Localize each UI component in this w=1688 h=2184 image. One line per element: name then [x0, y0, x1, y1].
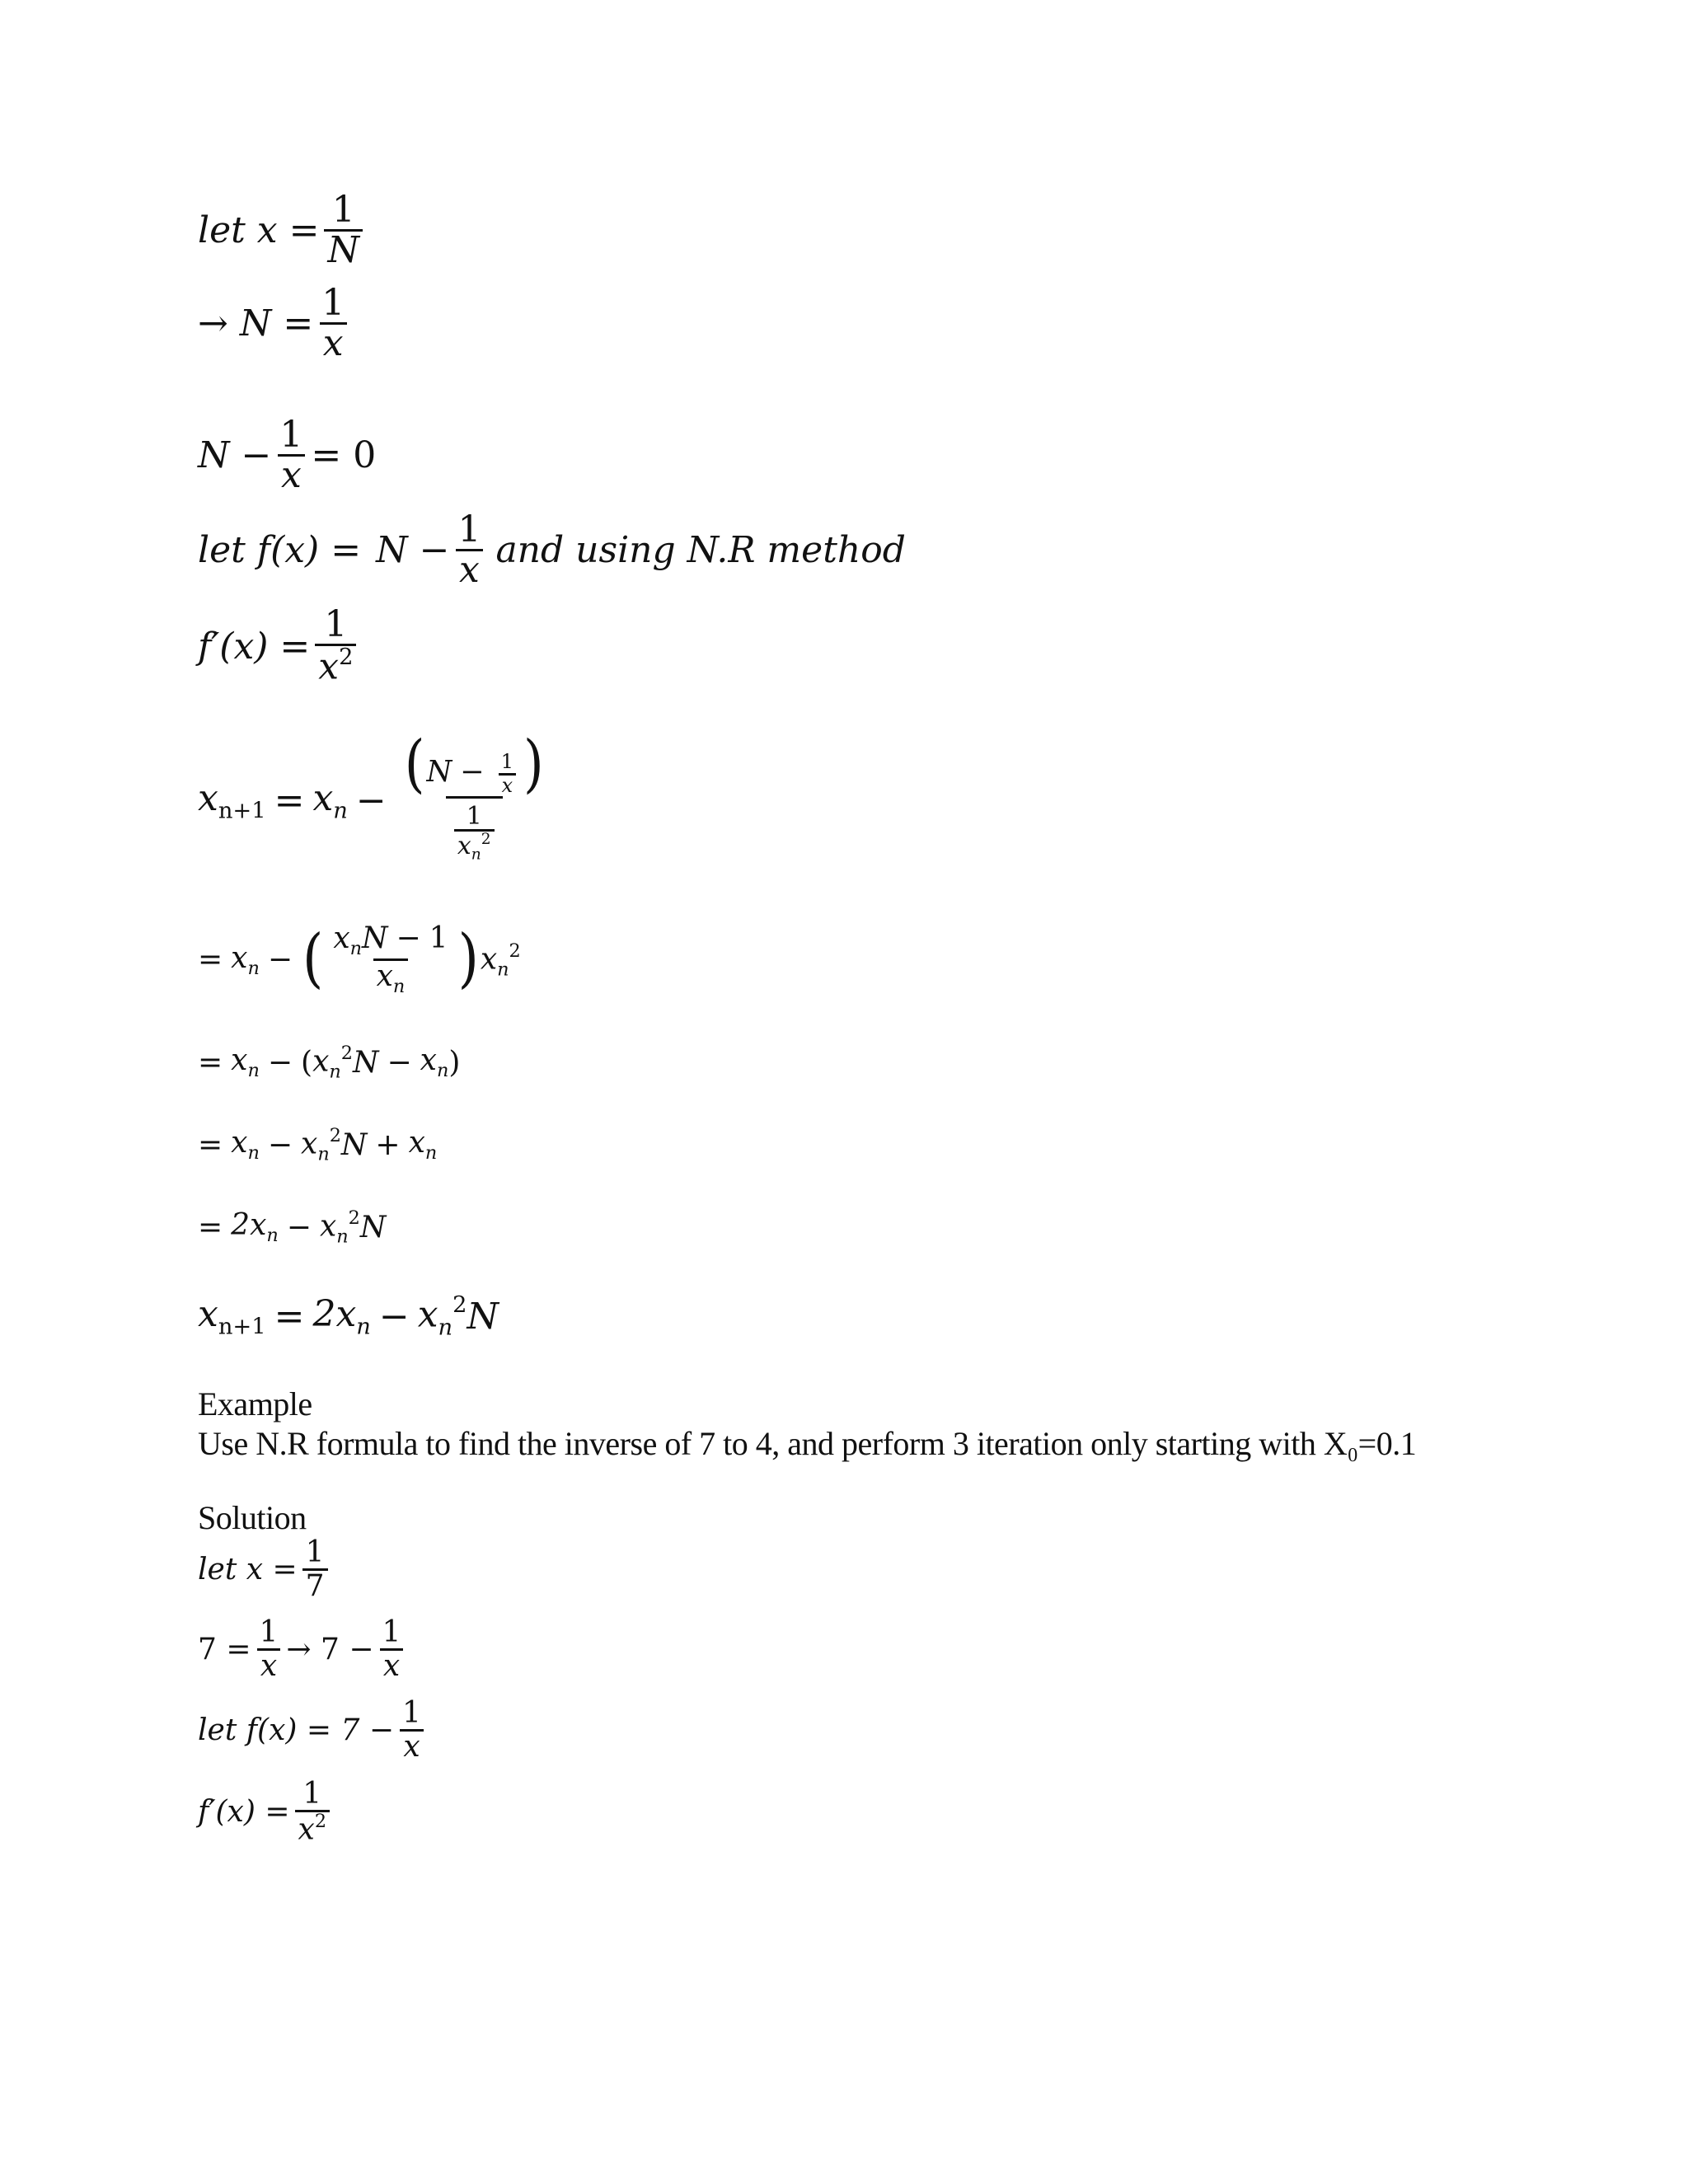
fraction: $\frac{1}{x}$: [399, 1698, 424, 1763]
eq-text: let x =: [198, 1552, 298, 1586]
fraction: $\frac{1}{N}$: [324, 191, 363, 269]
example-statement: Use N.R formula to find the inverse of 7 to 4, and perform 3 iteration only starting with X₀=0.1: [198, 1425, 1417, 1462]
eq-text: and using N.R method: [495, 529, 906, 572]
eq-text: let f(x) =: [198, 529, 362, 572]
eq-text: N −: [376, 529, 450, 572]
eq-text: let f(x) = 7 −: [198, 1713, 395, 1747]
eq-text: 7 =: [198, 1632, 251, 1666]
eq-text: = 0: [311, 434, 377, 477]
fraction: $\frac{x_nN - 1}{x_n}$: [333, 921, 448, 998]
example-heading: Example: [198, 1385, 312, 1422]
eq-text: → N =: [198, 302, 314, 345]
eq-newton-step: $x_{n+1}$ = $x_n$ − (N − $\frac{1}{x}$ ) $\frac{1}{x_n^2}$: [198, 738, 554, 863]
solution-heading: Solution: [198, 1499, 307, 1536]
big-fraction: (N − $\frac{1}{x}$ ) $\frac{1}{x_n^2}$: [404, 726, 544, 864]
fraction: $\frac{1}{x}$: [454, 511, 484, 589]
fraction: $\frac{1}{x}$: [256, 1617, 282, 1682]
eq-text: N −: [198, 434, 272, 477]
fraction: $\frac{1}{x}$: [276, 416, 306, 494]
eq-step-3: = $x_n$ − $x_n^2$ N + $x_n$: [198, 1125, 438, 1165]
eq-text: f′(x) =: [198, 1795, 290, 1830]
sol-let-x: [198, 1537, 333, 1602]
eq-N-equals: [198, 284, 353, 363]
eq-step-1: = $x_n$ − ( $\frac{x_nN - 1}{x_n}$ ) $x_n^2$: [198, 921, 521, 998]
eq-step-2: = $x_n$ − ( $x_n^2$ N − $x_n$ ): [198, 1043, 461, 1083]
fraction: $\frac{1}{x}$: [379, 1617, 405, 1682]
eq-text: → 7 −: [286, 1632, 374, 1666]
eq-final: $x_{n+1}$ = $2x_n$ − $x_n^2$ N: [198, 1292, 499, 1341]
fraction: $\frac{1}{7}$: [302, 1537, 328, 1602]
eq-let-x: [198, 189, 368, 272]
eq-f-prime: [198, 603, 361, 688]
sol-let-f: [198, 1698, 429, 1763]
fraction: $\frac{1}{x}$: [318, 284, 348, 363]
fraction: $\frac{1}{x^2}$: [295, 1779, 331, 1845]
fraction: $\frac{1}{x^2}$: [315, 606, 356, 687]
eq-text: let x =: [198, 209, 320, 252]
sol-f-prime: [198, 1779, 335, 1845]
eq-let-f: [198, 509, 906, 592]
sol-seven-eq: [198, 1617, 409, 1682]
eq-text: f′(x) =: [198, 625, 311, 668]
eq-step-4: = $2x_n$ − $x_n^2$ N: [198, 1207, 387, 1248]
eq-N-minus-zero: [198, 414, 377, 497]
